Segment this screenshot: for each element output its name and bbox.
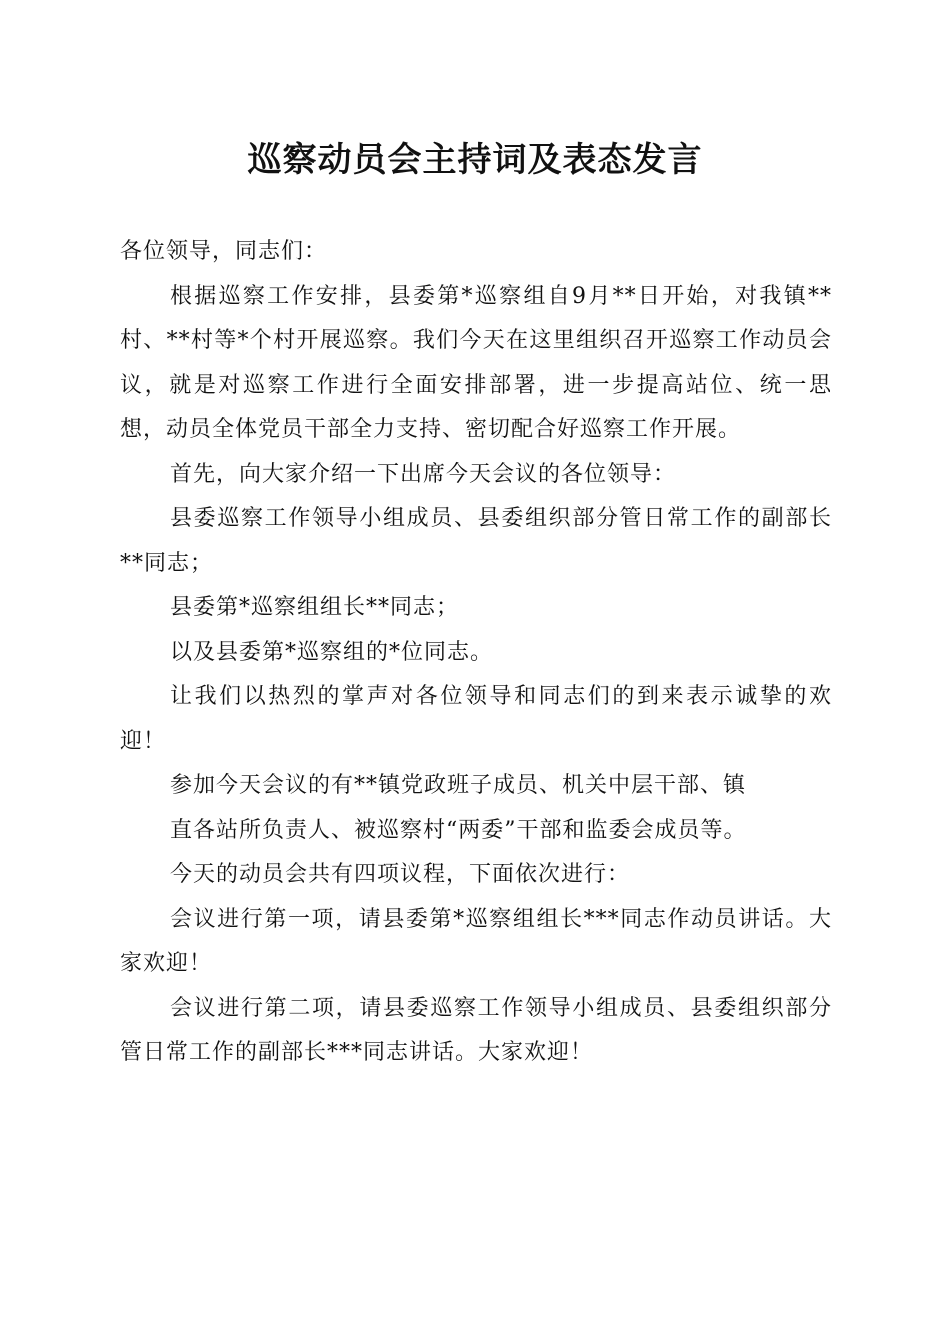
document-body bbox=[120, 230, 832, 1076]
paragraph-agenda-item-1: 会议进行第一项，请县委第*巡察组组长***同志作动员讲话。大家欢迎！ bbox=[120, 906, 832, 976]
paragraph-leader-3: 以及县委第*巡察组的*位同志。 bbox=[170, 639, 494, 665]
paragraph-attendees-line2: 直各站所负责人、被巡察村“两委”干部和监委会成员等。 bbox=[170, 817, 747, 843]
paragraph-intro-leaders: 首先，向大家介绍一下出席今天会议的各位领导： bbox=[170, 461, 677, 487]
paragraph-agenda-intro: 今天的动员会共有四项议程，下面依次进行： bbox=[170, 862, 631, 887]
salutation: 各位领导，同志们： bbox=[120, 239, 328, 264]
paragraph-welcome: 让我们以热烈的掌声对各位领导和同志们的到来表示诚挚的欢迎！ bbox=[120, 684, 832, 754]
document-title: 巡察动员会主持词及表态发言 bbox=[247, 140, 703, 180]
paragraph-leader-1: 县委巡察工作领导小组成员、县委组织部分管日常工作的副部长**同志； bbox=[120, 506, 832, 576]
paragraph-leader-2: 县委第*巡察组组长**同志； bbox=[170, 595, 460, 620]
paragraph-attendees-line1: 参加今天会议的有**镇党政班子成员、机关中层干部、镇 bbox=[170, 773, 747, 798]
paragraph-agenda-item-2: 会议进行第二项，请县委巡察工作领导小组成员、县委组织部分管日常工作的副部长***同志讲话。大家欢迎！ bbox=[120, 995, 832, 1065]
paragraph-opening: 根据巡察工作安排，县委第*巡察组自9月**日开始，对我镇**村、**村等*个村开展巡察。我们今天在这里组织召开巡察工作动员会议，就是对巡察工作进行全面安排部署，进一步提高站位、统一思想，动员全体党员干部全力支持、密切配合好巡察工作开展。 bbox=[120, 283, 832, 442]
